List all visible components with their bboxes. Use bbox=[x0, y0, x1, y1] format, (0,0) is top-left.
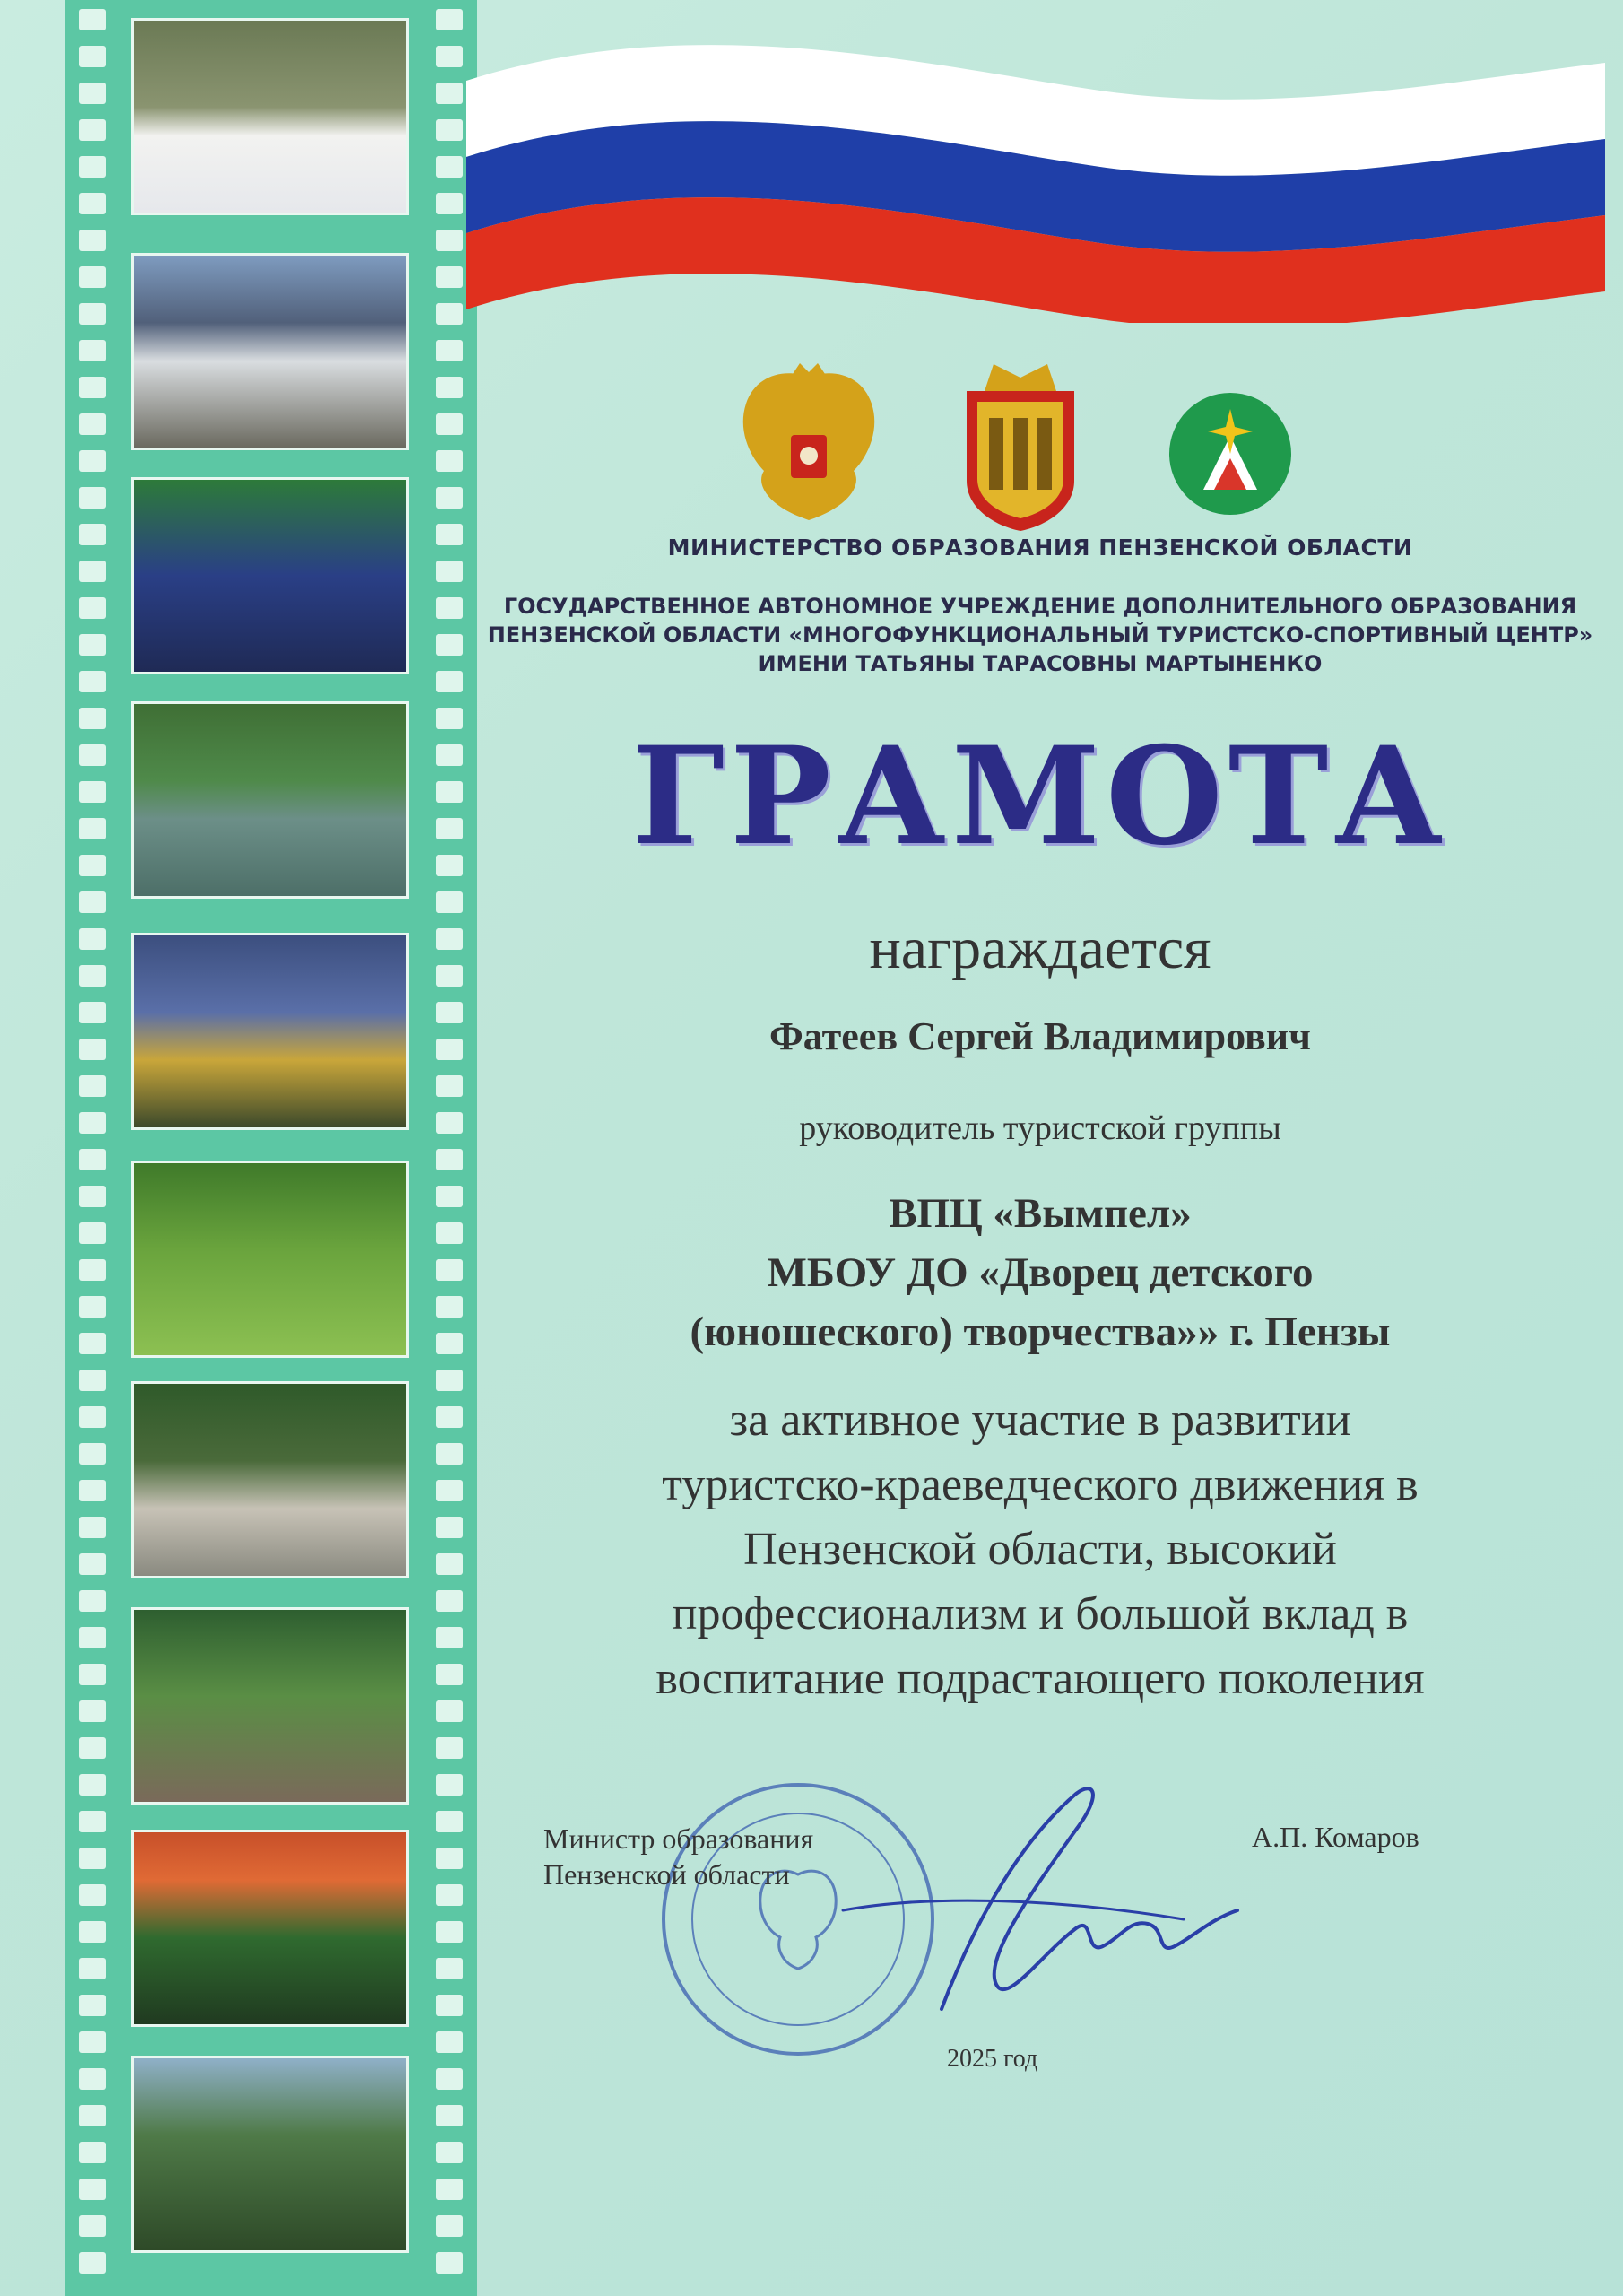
film-perforation bbox=[436, 1480, 463, 1501]
film-perforation bbox=[79, 1848, 106, 1869]
film-perforations-left bbox=[79, 0, 106, 2296]
film-perforation bbox=[79, 744, 106, 766]
film-perforation bbox=[79, 1921, 106, 1943]
film-perforation bbox=[79, 46, 106, 67]
signatory-position bbox=[543, 1821, 813, 1892]
film-perforation bbox=[79, 1296, 106, 1318]
film-perforation bbox=[436, 855, 463, 876]
film-perforation bbox=[79, 1774, 106, 1796]
institution-line-2: ПЕНЗЕНСКОЙ ОБЛАСТИ «МНОГОФУНКЦИОНАЛЬНЫЙ ТУРИСТСКО-СПОРТИВНЫЙ ЦЕНТР» bbox=[487, 622, 1593, 648]
film-perforation bbox=[436, 450, 463, 472]
film-perforation bbox=[436, 487, 463, 509]
film-perforation bbox=[79, 1480, 106, 1501]
film-perforation bbox=[79, 1590, 106, 1612]
film-perforation bbox=[436, 1222, 463, 1244]
film-perforation bbox=[79, 855, 106, 876]
film-perforation bbox=[79, 597, 106, 619]
film-perforation bbox=[436, 303, 463, 325]
film-perforation bbox=[436, 1406, 463, 1428]
hikers-meadow-photo bbox=[131, 1161, 409, 1358]
film-perforation bbox=[79, 561, 106, 582]
film-perforation bbox=[79, 781, 106, 803]
film-perforation bbox=[436, 9, 463, 30]
film-perforation bbox=[436, 1627, 463, 1648]
film-perforation bbox=[79, 524, 106, 545]
film-perforation bbox=[436, 671, 463, 692]
film-perforation bbox=[436, 1774, 463, 1796]
film-perforation bbox=[79, 1553, 106, 1575]
film-perforation bbox=[79, 1700, 106, 1722]
film-perforation bbox=[79, 9, 106, 30]
film-perforation bbox=[79, 708, 106, 729]
film-perforation bbox=[436, 1002, 463, 1023]
film-perforation bbox=[79, 2142, 106, 2163]
signature bbox=[807, 1776, 1273, 2045]
organization-line-2: МБОУ ДО «Дворец детского bbox=[767, 1249, 1314, 1296]
film-perforation bbox=[436, 1811, 463, 1832]
signatory-position-line-2: Пензенской области bbox=[543, 1858, 790, 1891]
film-perforation bbox=[79, 1995, 106, 2016]
certificate-title: ГРАМОТА bbox=[631, 718, 1449, 875]
film-perforation bbox=[436, 340, 463, 361]
film-perforation bbox=[79, 2031, 106, 2053]
cyclists-photo bbox=[131, 1607, 409, 1805]
signatory-position-line-1: Министр образования bbox=[543, 1822, 814, 1855]
film-perforation bbox=[436, 1553, 463, 1575]
film-perforation bbox=[79, 2068, 106, 2090]
film-perforation bbox=[79, 340, 106, 361]
signatory-name: А.П. Комаров bbox=[1252, 1821, 1419, 1853]
institution-line-1: ГОСУДАРСТВЕННОЕ АВТОНОМНОЕ УЧРЕЖДЕНИЕ ДОПОЛНИТЕЛЬНОГО ОБРАЗОВАНИЯ bbox=[503, 594, 1577, 619]
film-perforation bbox=[436, 561, 463, 582]
film-perforation bbox=[436, 377, 463, 398]
film-perforation bbox=[79, 83, 106, 104]
film-perforation bbox=[436, 1737, 463, 1759]
film-perforation bbox=[436, 1112, 463, 1134]
film-perforation bbox=[79, 2179, 106, 2200]
film-perforations-right bbox=[436, 0, 463, 2296]
film-perforation bbox=[436, 2252, 463, 2274]
film-perforation bbox=[436, 634, 463, 656]
film-perforation bbox=[436, 708, 463, 729]
film-perforation bbox=[79, 303, 106, 325]
film-perforation bbox=[79, 928, 106, 950]
film-perforation bbox=[436, 1186, 463, 1207]
awarded-text: награждается bbox=[869, 916, 1211, 981]
film-perforation bbox=[436, 1884, 463, 1906]
film-perforation bbox=[436, 1921, 463, 1943]
team-with-flag-photo bbox=[131, 933, 409, 1130]
ministry-name: МИНИСТЕРСТВО ОБРАЗОВАНИЯ ПЕНЗЕНСКОЙ ОБЛАСТИ bbox=[667, 535, 1413, 561]
film-perforation bbox=[436, 413, 463, 435]
film-perforation bbox=[79, 1958, 106, 1979]
film-perforation bbox=[436, 2105, 463, 2126]
film-perforation bbox=[436, 744, 463, 766]
film-perforation bbox=[79, 1149, 106, 1170]
film-perforation bbox=[436, 1370, 463, 1391]
recipient-role: руководитель туристской группы bbox=[799, 1109, 1281, 1147]
film-perforation bbox=[79, 1370, 106, 1391]
film-perforation bbox=[79, 671, 106, 692]
rope-crossing-photo bbox=[131, 2056, 409, 2253]
film-perforation bbox=[79, 1627, 106, 1648]
film-perforation bbox=[436, 891, 463, 913]
film-perforation bbox=[436, 83, 463, 104]
film-perforation bbox=[79, 634, 106, 656]
film-perforation bbox=[79, 1406, 106, 1428]
film-perforation bbox=[436, 156, 463, 178]
film-perforation bbox=[79, 377, 106, 398]
film-perforation bbox=[436, 1848, 463, 1869]
russian-flag bbox=[466, 27, 1605, 323]
rafting-photo bbox=[131, 1381, 409, 1578]
film-perforation bbox=[79, 1075, 106, 1097]
film-perforation bbox=[79, 1517, 106, 1538]
film-perforation bbox=[79, 1443, 106, 1465]
film-perforation bbox=[436, 1039, 463, 1060]
institution-line-3: ИМЕНИ ТАТЬЯНЫ ТАРАСОВНЫ МАРТЫНЕНКО bbox=[758, 651, 1323, 676]
film-perforation bbox=[436, 524, 463, 545]
film-perforation bbox=[436, 1149, 463, 1170]
film-perforation bbox=[79, 818, 106, 839]
film-perforation bbox=[436, 1333, 463, 1354]
film-perforation bbox=[436, 2068, 463, 2090]
film-perforation bbox=[436, 1664, 463, 1685]
film-perforation bbox=[79, 1333, 106, 1354]
film-perforation bbox=[79, 1811, 106, 1832]
film-perforation bbox=[79, 1664, 106, 1685]
organization bbox=[502, 1184, 1578, 1361]
ski-race-photo bbox=[131, 18, 409, 215]
film-perforation bbox=[436, 1995, 463, 2016]
award-reason bbox=[502, 1388, 1578, 1711]
film-perforation bbox=[79, 1002, 106, 1023]
russia-coat-of-arms-icon bbox=[728, 359, 890, 529]
film-perforation bbox=[79, 487, 106, 509]
film-perforation bbox=[79, 2105, 106, 2126]
film-perforation bbox=[79, 1186, 106, 1207]
film-perforation bbox=[436, 1443, 463, 1465]
film-perforation bbox=[79, 965, 106, 987]
film-perforation bbox=[436, 2179, 463, 2200]
certificate-year: 2025 год bbox=[947, 2045, 1038, 2073]
penza-region-coat-of-arms-icon bbox=[958, 355, 1083, 535]
film-perforation bbox=[79, 1737, 106, 1759]
film-perforation bbox=[79, 891, 106, 913]
film-strip bbox=[65, 0, 477, 2296]
climbers-photo bbox=[131, 477, 409, 674]
film-perforation bbox=[436, 818, 463, 839]
film-perforation bbox=[79, 156, 106, 178]
film-perforation bbox=[436, 2031, 463, 2053]
recipient-name: Фатеев Сергей Владимирович bbox=[769, 1014, 1311, 1058]
film-perforation bbox=[436, 597, 463, 619]
film-perforation bbox=[436, 781, 463, 803]
film-perforation bbox=[436, 193, 463, 214]
film-perforation bbox=[79, 1259, 106, 1281]
film-perforation bbox=[436, 230, 463, 251]
film-perforation bbox=[436, 2142, 463, 2163]
film-perforation bbox=[436, 1517, 463, 1538]
film-perforation bbox=[79, 119, 106, 141]
organization-line-3: (юношеского) творчества»» г. Пензы bbox=[690, 1309, 1391, 1355]
film-perforation bbox=[436, 1075, 463, 1097]
film-perforation bbox=[436, 1296, 463, 1318]
film-perforation bbox=[436, 965, 463, 987]
institution-name bbox=[466, 592, 1614, 678]
film-perforation bbox=[79, 450, 106, 472]
film-perforation bbox=[79, 193, 106, 214]
climbing-team-photo bbox=[131, 1830, 409, 2027]
film-perforation bbox=[436, 266, 463, 288]
film-perforation bbox=[79, 413, 106, 435]
film-perforation bbox=[79, 1884, 106, 1906]
film-perforation bbox=[79, 2215, 106, 2237]
kayak-photo bbox=[131, 701, 409, 899]
film-perforation bbox=[436, 1259, 463, 1281]
reason-line-1: за активное участие в развитии bbox=[729, 1395, 1351, 1446]
film-perforation bbox=[436, 2215, 463, 2237]
reason-line-5: воспитание подрастающего поколения bbox=[655, 1653, 1425, 1704]
film-perforation bbox=[79, 1222, 106, 1244]
film-perforation bbox=[79, 2252, 106, 2274]
reason-line-2: туристско-краеведческого движения в bbox=[662, 1459, 1419, 1510]
film-perforation bbox=[436, 1590, 463, 1612]
film-perforation bbox=[436, 1958, 463, 1979]
film-perforation bbox=[436, 46, 463, 67]
film-perforation bbox=[79, 1039, 106, 1060]
mountain-hike-photo bbox=[131, 253, 409, 450]
film-perforation bbox=[436, 1700, 463, 1722]
film-perforation bbox=[79, 230, 106, 251]
film-perforation bbox=[79, 1112, 106, 1134]
organization-line-1: ВПЦ «Вымпел» bbox=[889, 1190, 1192, 1237]
reason-line-4: профессионализм и большой вклад в bbox=[672, 1588, 1409, 1639]
film-perforation bbox=[79, 266, 106, 288]
film-perforation bbox=[436, 928, 463, 950]
tourism-center-logo-icon bbox=[1167, 391, 1293, 517]
film-perforation bbox=[436, 119, 463, 141]
reason-line-3: Пензенской области, высокий bbox=[743, 1524, 1337, 1575]
